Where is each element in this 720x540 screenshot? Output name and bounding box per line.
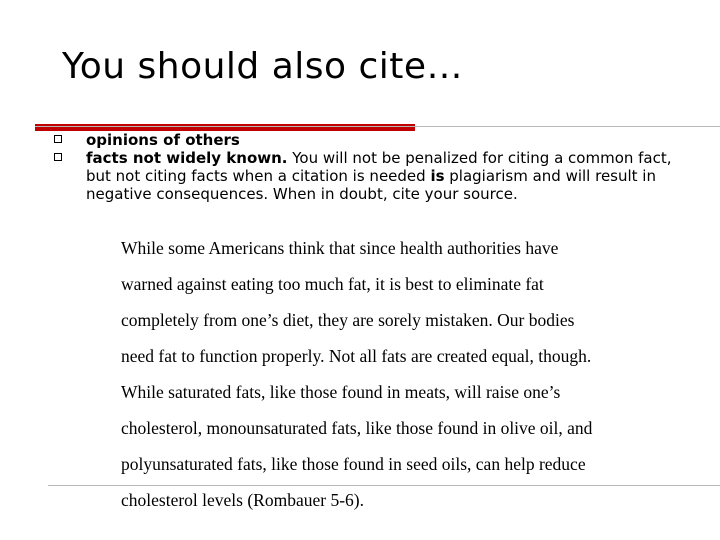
hollow-square-bullet-icon xyxy=(54,135,62,143)
example-paragraph xyxy=(121,230,681,518)
bullet-bold-text: opinions of others xyxy=(86,131,240,149)
example-line: While saturated fats, like those found in meats, will raise one’s xyxy=(121,382,561,402)
hollow-square-bullet-icon xyxy=(54,153,62,161)
bullet-item-opinions xyxy=(48,131,676,149)
footer-rule xyxy=(48,485,720,486)
example-line: warned against eating too much fat, it is best to eliminate fat xyxy=(121,274,544,294)
title-underline xyxy=(35,126,720,127)
example-line: cholesterol, monounsaturated fats, like those found in olive oil, and xyxy=(121,418,593,438)
slide-title: You should also cite… xyxy=(62,46,464,87)
example-line: completely from one’s diet, they are sorely mistaken. Our bodies xyxy=(121,310,575,330)
example-line: need fat to function properly. Not all fats are created equal, though. xyxy=(121,346,592,366)
bullet-list xyxy=(48,131,676,203)
example-line: cholesterol levels (Rombauer 5-6). xyxy=(121,490,364,510)
bullet-item-facts xyxy=(48,149,676,203)
bullet-bold-text: facts not widely known. xyxy=(86,149,288,167)
bullet-text-continued: plagiarism and will result in negative consequences. When in doubt, cite your source. xyxy=(86,167,656,203)
bullet-text: You will not be penalized for citing a common fact, but not citing facts when a citation is needed xyxy=(86,149,672,185)
example-line: While some Americans think that since health authorities have xyxy=(121,238,559,258)
bullet-bold-emphasis: is xyxy=(430,167,445,185)
example-line: polyunsaturated fats, like those found in seed oils, can help reduce xyxy=(121,454,586,474)
